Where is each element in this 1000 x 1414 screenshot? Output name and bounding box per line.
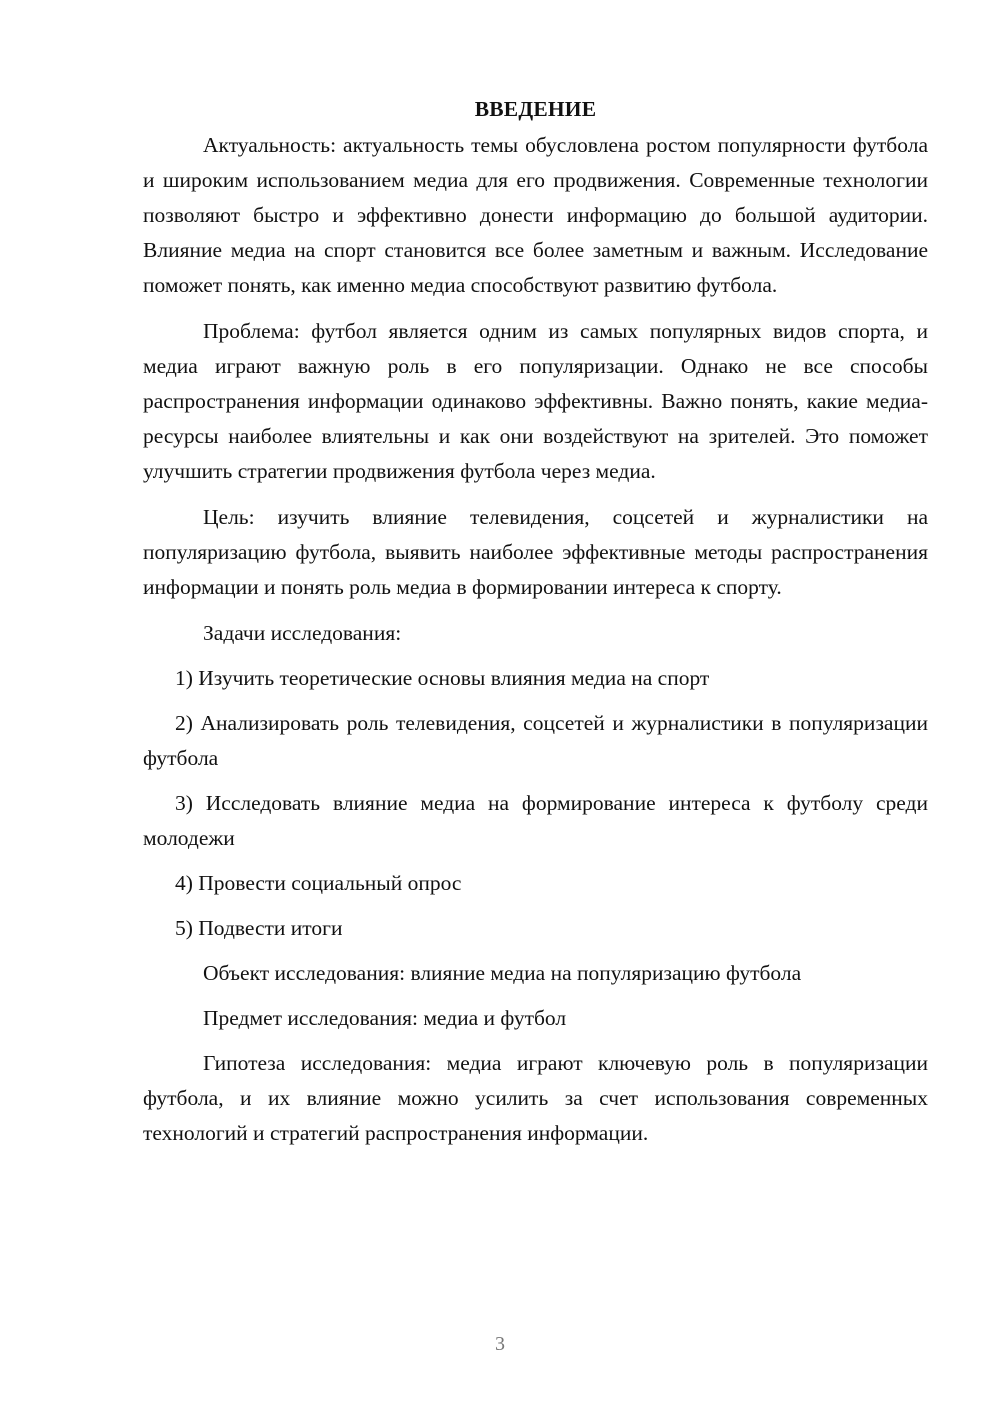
task-item: 5) Подвести итоги: [175, 916, 343, 940]
goal-paragraph: Цель: изучить влияние телевидения, соцсетей и журналистики на популяризацию футбола, выявить наиболее эффективные методы распространения информации и понять роль медиа в формировании интереса к спорту.: [143, 505, 928, 599]
hypothesis-paragraph: Гипотеза исследования: медиа играют ключевую роль в популяризации футбола, и их влияние можно усилить за счет использования современных технологий и стратегий распространения информации.: [143, 1051, 928, 1145]
problem-paragraph: Проблема: футбол является одним из самых популярных видов спорта, и медиа играют важную роль в его популяризации. Однако не все способы распространения информации одинаково эффективны. Важно понять, какие медиа-ресурсы наиболее влиятельны и как они воздействуют на зрителей. Это поможет улучшить стратегии продвижения футбола через медиа.: [143, 319, 928, 483]
page-number: 3: [495, 1333, 505, 1355]
research-subject: Предмет исследования: медиа и футбол: [203, 1006, 567, 1030]
tasks-heading: Задачи исследования:: [203, 621, 402, 645]
document-page: [143, 92, 928, 1162]
page-title: ВВЕДЕНИЕ: [474, 97, 597, 121]
task-item: 4) Провести социальный опрос: [175, 871, 462, 895]
task-item: 1) Изучить теоретические основы влияния медиа на спорт: [175, 666, 710, 690]
relevance-paragraph: Актуальность: актуальность темы обусловлена ростом популярности футбола и широким использованием медиа для его продвижения. Современные технологии позволяют быстро и эффективно донести информацию до большой аудитории. Влияние медиа на спорт становится все более заметным и важным. Исследование поможет понять, как именно медиа способствуют развитию футбола.: [143, 133, 928, 297]
task-item: 2) Анализировать роль телевидения, соцсетей и журналистики в популяризации футбола: [143, 711, 928, 770]
research-object: Объект исследования: влияние медиа на популяризацию футбола: [203, 961, 802, 985]
task-item: 3) Исследовать влияние медиа на формирование интереса к футболу среди молодежи: [143, 791, 928, 850]
tasks-list: [143, 661, 928, 946]
